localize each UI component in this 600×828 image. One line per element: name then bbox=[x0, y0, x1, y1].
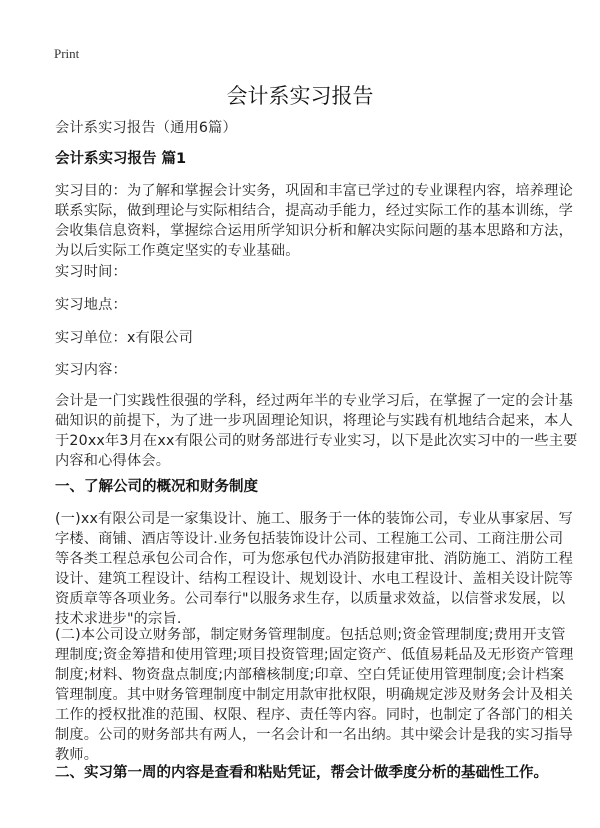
text-line: 教师。 bbox=[55, 747, 99, 763]
intro-paragraph bbox=[55, 391, 578, 471]
text-line: 资质章等各项业务。公司奉行"以服务求生存，以质量求效益，以信誉求发展，以 bbox=[55, 591, 566, 607]
text-line: 字楼、商铺、酒店等设计.业务包括装饰设计公司、工程施工公司、工商注册公司 bbox=[55, 531, 564, 547]
paragraph-2 bbox=[55, 625, 574, 765]
purpose-paragraph bbox=[55, 181, 573, 261]
print-link[interactable]: Print bbox=[54, 46, 80, 61]
text-line: 会收集信息资料，掌握综合运用所学知识分析和解决实际问题的基本思路和方法， bbox=[55, 223, 573, 239]
text-line: 会计是一门实践性很强的学科，经过两年半的专业学习后，在掌握了一定的会计基 bbox=[55, 393, 573, 409]
text-line: 理制度;资金筹措和使用管理;项目投资管理;固定资产、低值易耗品及无形资产管理 bbox=[55, 647, 574, 663]
text-line: (一)xx有限公司是一家集设计、施工、服务于一体的装饰公司，专业从事家居、写 bbox=[55, 511, 573, 527]
text-line: 内容和心得体会。 bbox=[55, 453, 171, 469]
text-line: 管理制度。其中财务管理制度中制定用款审批权限，明确规定涉及财务会计及相关 bbox=[55, 687, 573, 703]
text-line: 制度;材料、物资盘点制度;内部稽核制度;印章、空白凭证使用管理制度;会计档案 bbox=[55, 667, 565, 683]
text-line: 等各类工程总承包公司合作，可为您承包代办消防报建审批、消防施工、消防工程 bbox=[55, 551, 573, 567]
text-line: 工作的授权批准的范围、权限、程序、责任等内容。同时，也制定了各部门的相关 bbox=[55, 707, 573, 723]
text-line: 为以后实际工作奠定坚实的专业基础。 bbox=[55, 243, 300, 259]
text-line: 于20xx年3月在xx有限公司的财务部进行专业实习，以下是此次实习中的一些主要 bbox=[55, 433, 578, 449]
text-line: (二)本公司设立财务部，制定财务管理制度。包括总则;资金管理制度;费用开支管 bbox=[55, 627, 566, 643]
text-line: 联系实际，做到理论与实际相结合，提高动手能力，经过实际工作的基本训练，学 bbox=[55, 203, 573, 219]
place-label: 实习地点： bbox=[55, 297, 127, 313]
section-title: 会计系实习报告 篇1 bbox=[55, 151, 187, 167]
text-line: 实习目的：为了解和掌握会计实务，巩固和丰富已学过的专业课程内容，培养理论 bbox=[55, 183, 573, 199]
time-label: 实习时间： bbox=[55, 264, 127, 280]
content-label: 实习内容： bbox=[55, 362, 127, 378]
document-subtitle: 会计系实习报告（通用6篇） bbox=[55, 120, 237, 136]
text-line: 础知识的前提下，为了进一步巩固理论知识，将理论与实践有机地结合起来，本人 bbox=[55, 413, 573, 429]
document-title: 会计系实习报告 bbox=[226, 84, 374, 108]
heading-2: 二、实习第一周的内容是查看和粘贴凭证，帮会计做季度分析的基础性工作。 bbox=[55, 765, 548, 781]
heading-1: 一、了解公司的概况和财务制度 bbox=[55, 479, 258, 495]
paragraph-1 bbox=[55, 509, 573, 629]
text-line: 技术求进步"的宗旨. bbox=[55, 611, 182, 627]
text-line: 制度。公司的财务部共有两人，一名会计和一名出纳。其中梁会计是我的实习指导 bbox=[55, 727, 573, 743]
text-line: 设计、建筑工程设计、结构工程设计、规划设计、水电工程设计、盖相关设计院等 bbox=[55, 571, 573, 587]
unit-label: 实习单位：x有限公司 bbox=[55, 330, 194, 346]
